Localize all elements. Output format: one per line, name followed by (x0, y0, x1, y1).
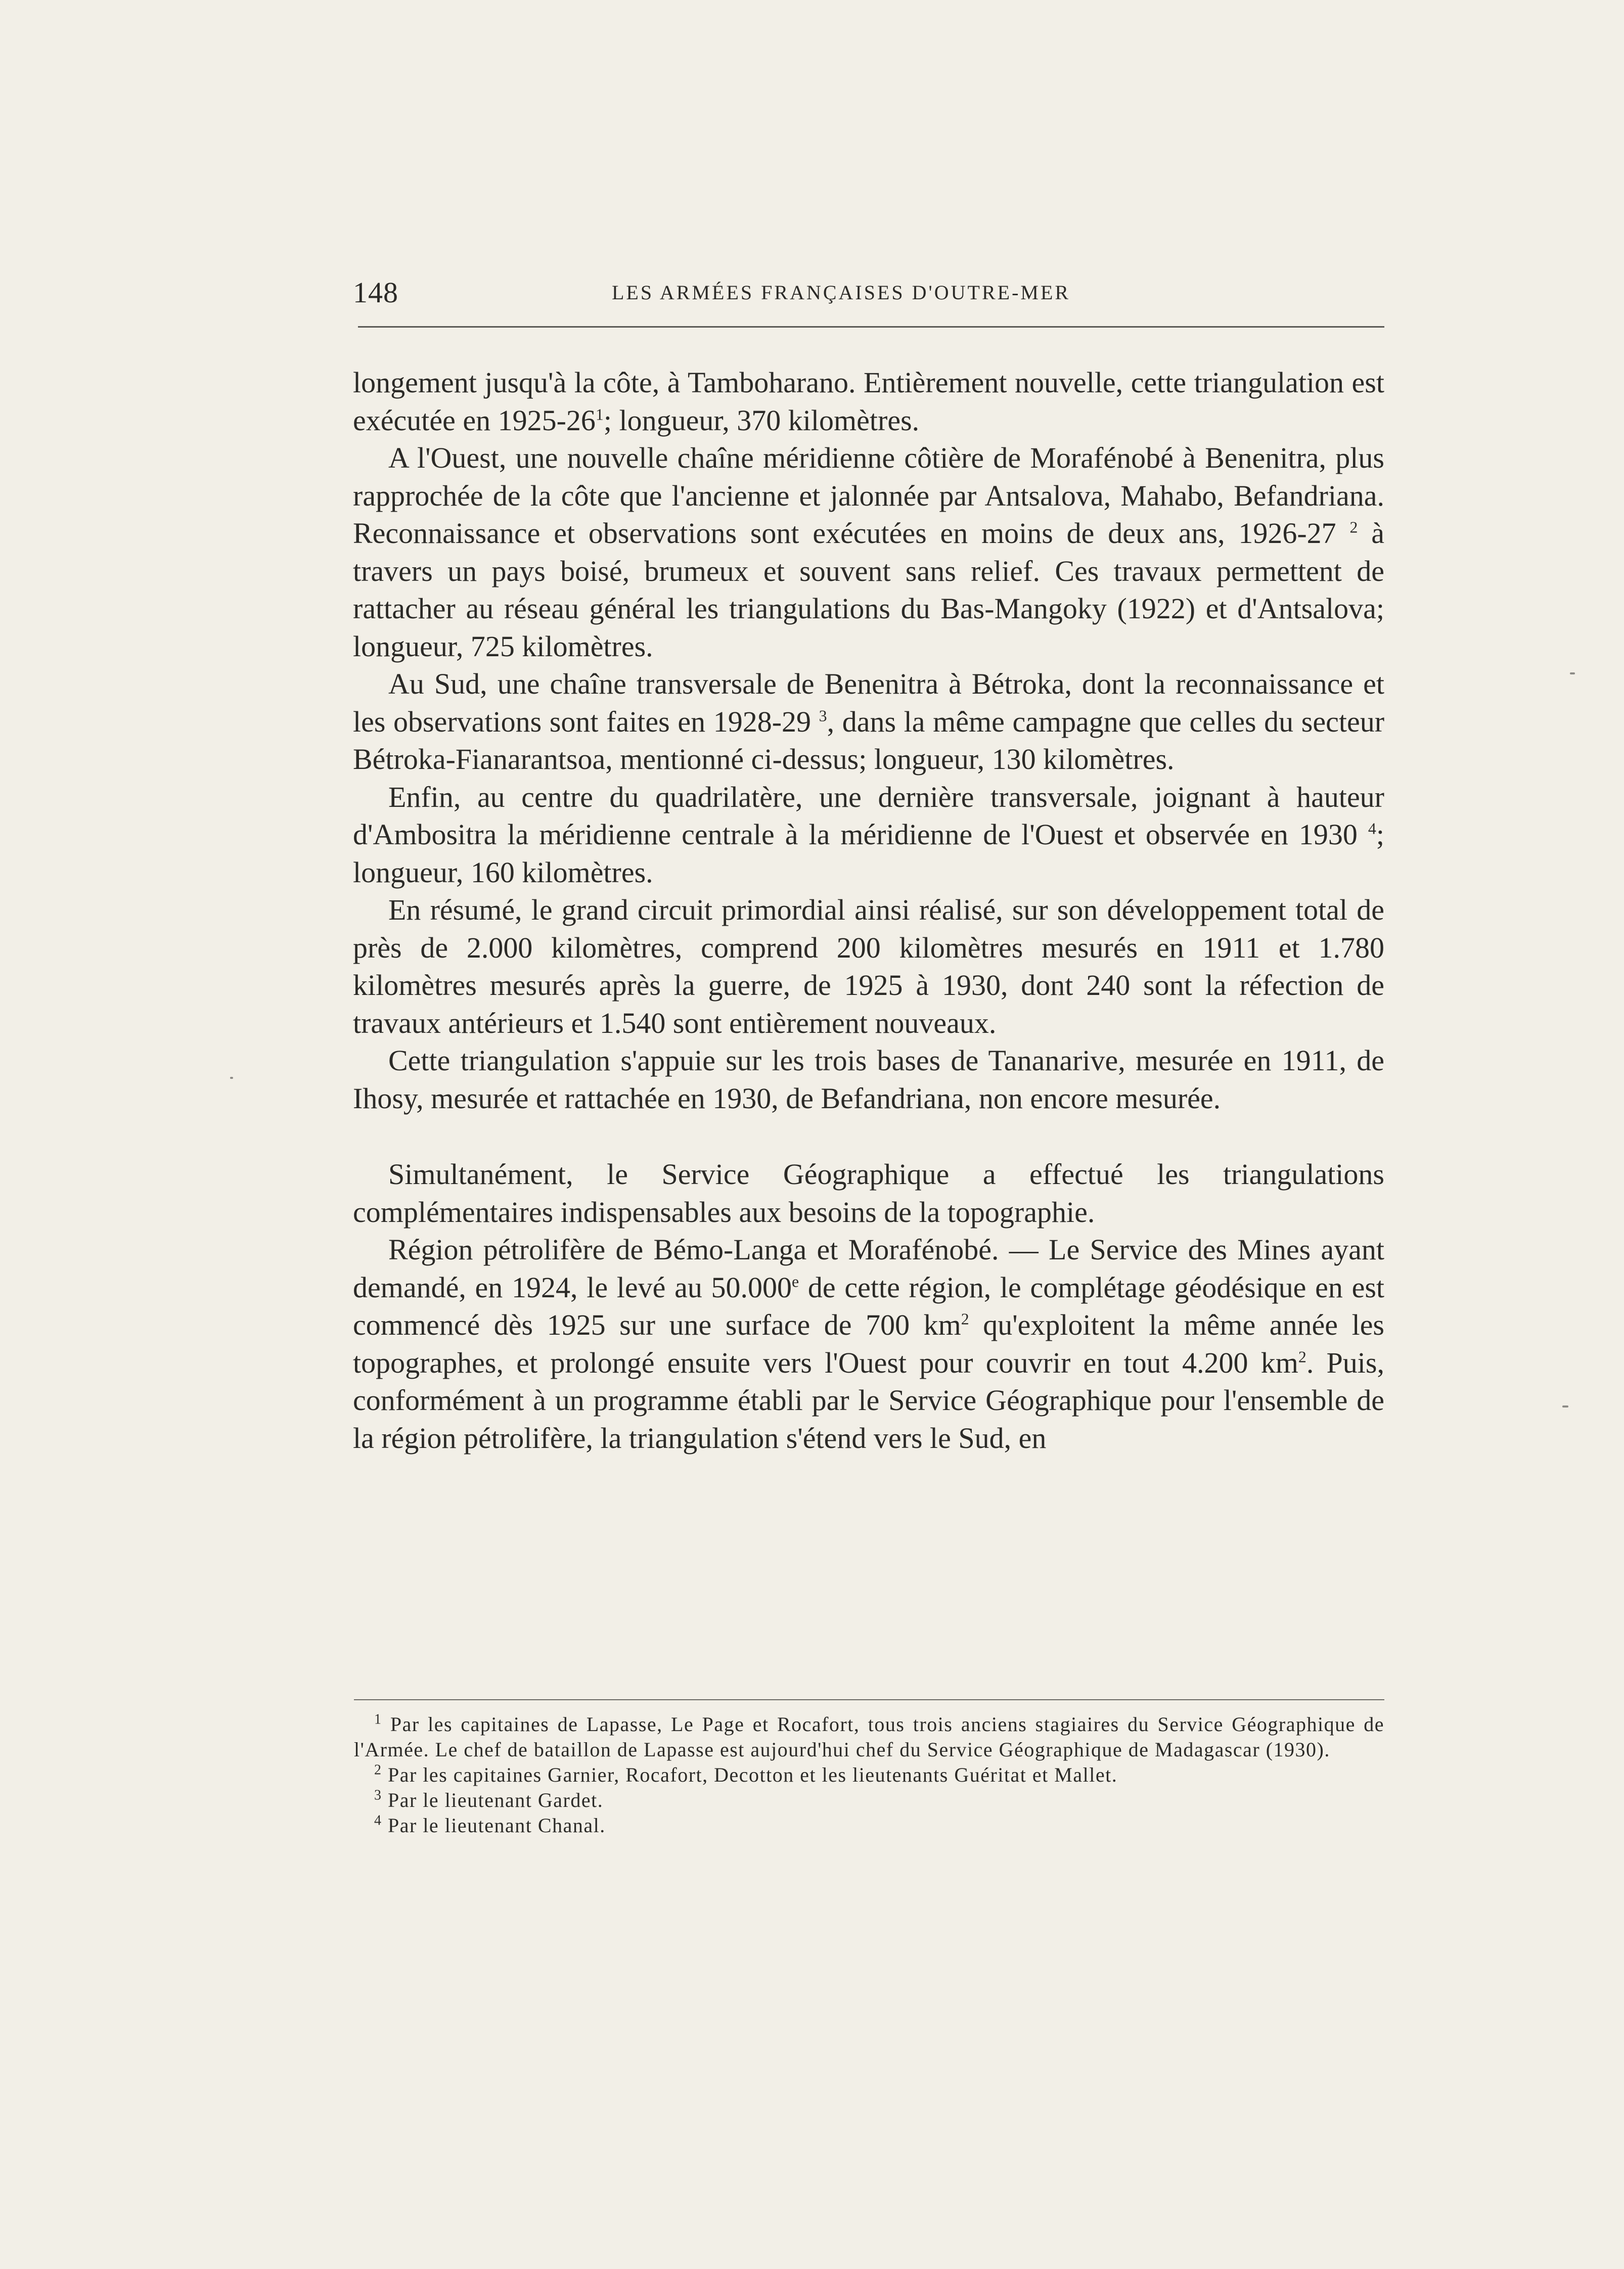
footnote-3-text: Par le lieutenant Gardet. (388, 1789, 604, 1811)
paragraph-2-end: à travers un pays boisé, brumeux et souvent sans relief. Ces travaux permettent de rattacher au réseau général les triangulations du Bas-Mangoky (1922) et d'Antsalova; longueur, 725 kilomètres. (353, 517, 1385, 663)
paragraph-3-text: Au Sud, une chaîne transversale de Benenitra à Bétroka, dont la reconnaissance et les observations sont faites en 1928-29 (353, 667, 1384, 738)
header-rule (358, 326, 1384, 328)
footnote-ref-3: 3 (819, 707, 827, 725)
footnote-2-text: Par les capitaines Garnier, Rocafort, Decotton et les lieutenants Guéritat et Mallet. (388, 1763, 1118, 1786)
footnote-mark-1: 1 (374, 1711, 382, 1728)
footnote-2 (354, 1762, 1384, 1788)
paragraph-2 (353, 439, 1384, 665)
superscript-2a: 2 (961, 1310, 969, 1328)
paragraph-4-text: Enfin, au centre du quadrilatère, une dernière transversale, joignant à hauteur d'Ambositra la méridienne centrale à la méridienne de l'Ouest et observée en 1930 (353, 780, 1384, 851)
footnote-1-text: Par les capitaines de Lapasse, Le Page et Rocafort, tous trois anciens stagiaires du Service Géographique de l'Armée. Le chef de bataillon de Lapasse est aujourd'hui chef du Service Géographique de Madagascar (1930). (354, 1713, 1385, 1761)
footnote-4-text: Par le lieutenant Chanal. (388, 1814, 606, 1837)
superscript-2b: 2 (1298, 1348, 1306, 1366)
footnote-ref-4: 4 (1368, 820, 1376, 838)
running-title: LES ARMÉES FRANÇAISES D'OUTRE-MER (612, 281, 1071, 304)
paper-speck (1570, 672, 1575, 674)
paragraph-8-text-d: . Puis, conformément à un programme établi par le Service Géographique pour l'ensemble de la région pétrolifère, la triangulation s'étend vers le Sud, en (353, 1346, 1384, 1455)
footnote-mark-2: 2 (374, 1762, 382, 1778)
footnote-mark-3: 3 (374, 1787, 382, 1803)
page-number: 148 (353, 276, 398, 309)
footnotes (354, 1712, 1384, 1838)
footnote-1 (354, 1712, 1384, 1762)
paragraph-2-text: A l'Ouest, une nouvelle chaîne méridienne côtière de Morafénobé à Benenitra, plus rapprochée de la côte que l'ancienne et jalonnée par Antsalova, Mahabo, Befandriana. Reconnaissance et observations sont exécutées en moins de deux ans, 1926-27 (353, 441, 1384, 550)
paper-speck (230, 1077, 233, 1079)
paragraph-4-end: ; longueur, 160 kilomètres. (353, 818, 1384, 889)
footnote-ref-1: 1 (595, 405, 604, 424)
paper-speck (1562, 1405, 1568, 1408)
footnote-4 (354, 1813, 1384, 1838)
paragraph-1-text: longement jusqu'à la côte, à Tamboharano. Entièrement nouvelle, cette triangulation est exécutée en 1925-26 (353, 366, 1384, 437)
footnote-rule (354, 1699, 1384, 1700)
paragraph-3 (353, 665, 1384, 779)
paragraph-1 (353, 364, 1384, 439)
footnote-mark-4: 4 (374, 1812, 382, 1829)
superscript-e: e (792, 1273, 799, 1291)
paragraph-5: En résumé, le grand circuit primordial ainsi réalisé, sur son développement total de près de 2.000 kilomètres, comprend 200 kilomètres mesurés en 1911 et 1.780 kilomètres mesurés après la guerre, de 1925 à 1930, dont 240 sont la réfection de travaux antérieurs et 1.540 sont entièrement nouveaux. (353, 893, 1384, 1039)
page-header (353, 276, 1384, 311)
paragraph-6: Cette triangulation s'appuie sur les trois bases de Tananarive, mesurée en 1911, de Ihosy, mesurée et rattachée en 1930, de Befandriana, non encore mesurée. (353, 1044, 1384, 1115)
paragraph-8-text-b: de cette région, le complétage géodésique en est commencé dès 1925 sur une surface de 700 km (353, 1270, 1385, 1341)
paragraph-4 (353, 779, 1384, 892)
paragraph-8-text-a: Région pétrolifère de Bémo-Langa et Morafénobé. — Le Service des Mines ayant demandé, en 1924, le levé au 50.000 (353, 1233, 1384, 1304)
paragraph-8 (353, 1231, 1384, 1457)
footnote-3 (354, 1788, 1384, 1813)
paragraph-8-text-c: qu'exploitent la même année les topographes, et prolongé ensuite vers l'Ouest pour couvrir en tout 4.200 km (353, 1308, 1385, 1379)
paragraph-1-end: ; longueur, 370 kilomètres. (603, 403, 920, 437)
paragraph-7: Simultanément, le Service Géographique a effectué les triangulations complémentaires indispensables aux besoins de la topographie. (353, 1158, 1384, 1229)
footnote-ref-2: 2 (1349, 518, 1358, 536)
main-text (353, 364, 1384, 1457)
paragraph-3-end: , dans la même campagne que celles du secteur Bétroka-Fianarantsoa, mentionné ci-dessus; longueur, 130 kilomètres. (353, 705, 1385, 776)
